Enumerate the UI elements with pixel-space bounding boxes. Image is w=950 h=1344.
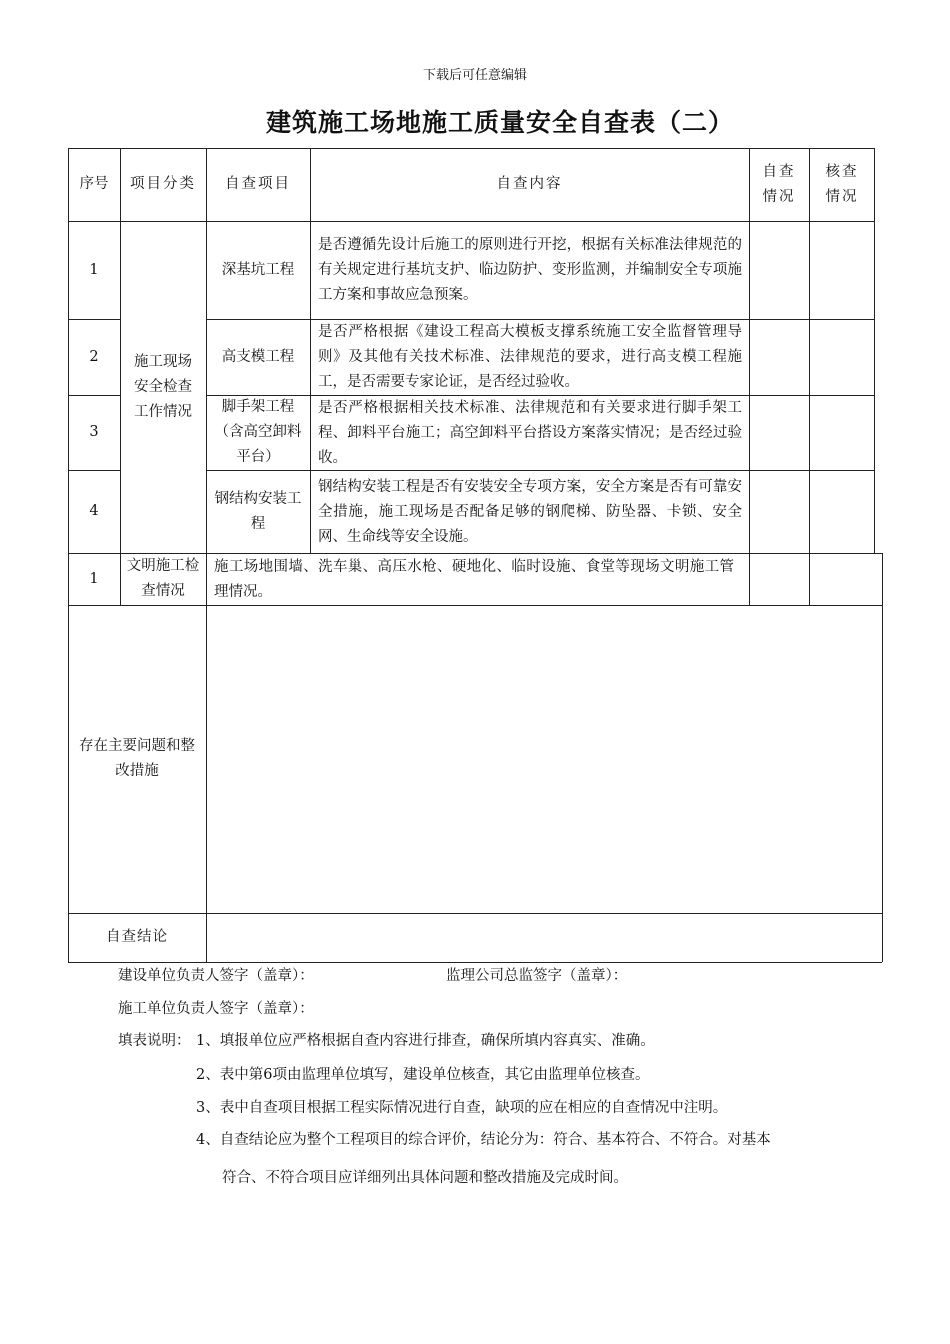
row-seq: 4	[89, 503, 99, 519]
note-item: 1、填报单位应严格根据自查内容进行排查，确保所填内容真实、准确。	[196, 1033, 655, 1049]
supervisor-signature-label: 监理公司总监签字（盖章）：	[446, 968, 628, 984]
note-item: 4、自查结论应为整个工程项目的综合评价，结论分为：符合、基本符合、不符合。对基本	[196, 1132, 771, 1148]
header-self-check: 自查情况	[762, 163, 796, 205]
header-category: 项目分类	[130, 176, 196, 192]
row-seq: 3	[89, 424, 99, 440]
conclusion-label: 自查结论	[106, 929, 168, 945]
check-content: 钢结构安装工程是否有安装安全专项方案，安全方案是否有可靠安全措施，施工现场是否配备足够的钢爬梯、防坠器、卡锁、安全网、生命线等安全设施。	[318, 479, 742, 545]
category-civilized: 文明施工检查情况	[126, 558, 200, 599]
check-content: 是否遵循先设计后施工的原则进行开挖，根据有关标准法律规范的有关规定进行基坑支护、临边防护、变形监测，并编制安全专项施工方案和事故应急预案。	[318, 237, 742, 303]
watermark-text: 下载后可任意编辑	[422, 68, 527, 83]
check-item: 钢结构安装工程	[214, 490, 302, 532]
problems-label: 存在主要问题和整改措施	[79, 738, 195, 779]
note-item: 3、表中自查项目根据工程实际情况进行自查，缺项的应在相应的自查情况中注明。	[196, 1100, 728, 1116]
header-verify: 核查情况	[825, 163, 859, 205]
check-item: 深基坑工程	[221, 261, 295, 278]
conclusion-field[interactable]	[207, 914, 881, 961]
contractor-signature-label: 施工单位负责人签字（盖章）：	[118, 1001, 314, 1017]
header-item: 自查项目	[225, 176, 291, 192]
category-site-safety: 施工现场安全检查工作情况	[134, 353, 192, 420]
note-item-continued: 符合、不符合项目应详细列出具体问题和整改措施及完成时间。	[222, 1170, 628, 1186]
problems-field[interactable]	[207, 606, 881, 912]
check-content: 是否严格根据《建设工程高大模板支撑系统施工安全监督管理导则》及其他有关技术标准、法律规范的要求，进行高支模工程施工，是否需要专家论证，是否经过验收。	[318, 324, 742, 390]
header-seq: 序号	[79, 176, 109, 192]
header-content: 自查内容	[496, 176, 563, 192]
builder-signature-label: 建设单位负责人签字（盖章）：	[118, 968, 314, 984]
row-seq: 1	[89, 570, 99, 587]
notes-lead: 填表说明：	[118, 1033, 191, 1049]
row-seq: 1	[89, 261, 99, 278]
note-item: 2、表中第6项由监理单位填写，建设单位核查，其它由监理单位核查。	[196, 1067, 650, 1083]
check-item: 脚手架工程（含高空卸料平台）	[214, 399, 302, 465]
page-title: 建筑施工场地施工质量安全自查表（二）	[265, 108, 734, 137]
row-seq: 2	[89, 348, 99, 365]
civilized-content: 施工场地围墙、洗车巢、高压水枪、硬地化、临时设施、食堂等现场文明施工管理情况。	[214, 559, 734, 600]
check-content: 是否严格根据相关技术标准、法律规范和有关要求进行脚手架工程、卸料平台施工；高空卸料平台搭设方案落实情况；是否经过验收。	[318, 400, 742, 466]
check-item: 高支模工程	[221, 348, 295, 365]
